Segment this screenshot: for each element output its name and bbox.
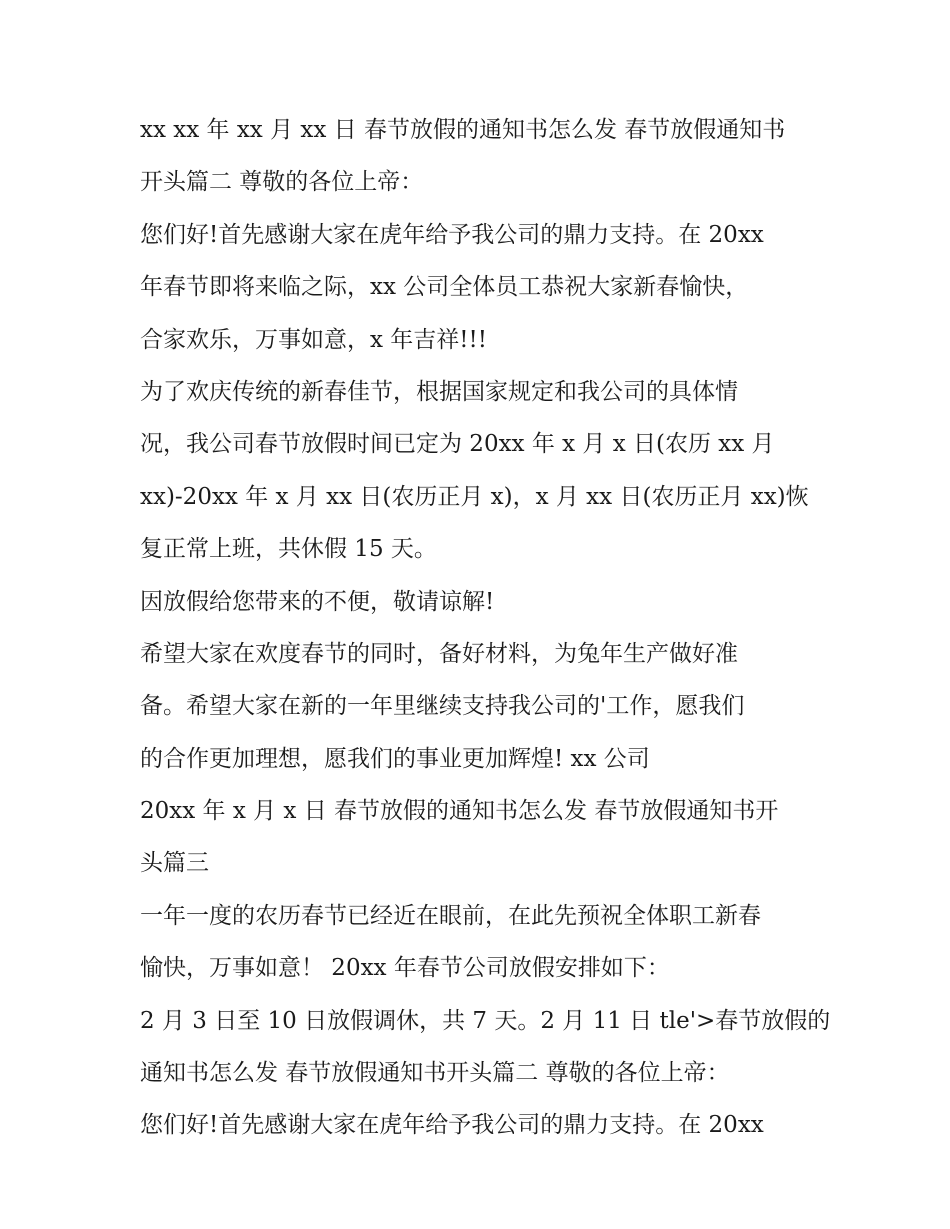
text-line: 备。希望大家在新的一年里继续支持我公司的'工作，愿我们 [140, 693, 745, 720]
text-line: 希望大家在欢度春节的同时，备好材料，为兔年生产做好准 [140, 640, 738, 667]
text-line: 愉快，万事如意！ 20xx 年春节公司放假安排如下： [140, 955, 670, 982]
text-line: xx)-20xx 年 x 月 xx 日(农历正月 x)，x 月 xx 日(农历正月 xx)恢 [140, 483, 809, 510]
text-line: 年春节即将来临之际，xx 公司全体员工恭祝大家新春愉快， [140, 274, 749, 301]
text-line: 您们好!首先感谢大家在虎年给予我公司的鼎力支持。在 20xx [140, 221, 764, 248]
text-line: 2 月 3 日至 10 日放假调休，共 7 天。2 月 11 日 tle'>春节放假的 [140, 1007, 831, 1034]
text-line: 合家欢乐，万事如意，x 年吉祥!!! [140, 326, 488, 353]
document-body [140, 104, 830, 1152]
text-line: 复正常上班，共休假 15 天。 [140, 536, 437, 563]
text-line: 况，我公司春节放假时间已定为 20xx 年 x 月 x 日(农历 xx 月 [140, 431, 775, 458]
text-line: 的合作更加理想，愿我们的事业更加辉煌! xx 公司 [140, 745, 650, 772]
text-line: 头篇三 [140, 850, 209, 877]
text-line: 为了欢庆传统的新春佳节，根据国家规定和我公司的具体情 [140, 378, 738, 405]
text-line: 您们好!首先感谢大家在虎年给予我公司的鼎力支持。在 20xx [140, 1112, 764, 1139]
text-line: 通知书怎么发 春节放假通知书开头篇二 尊敬的各位上帝： [140, 1060, 730, 1087]
text-line: 开头篇二 尊敬的各位上帝： [140, 169, 424, 196]
text-line: 一年一度的农历春节已经近在眼前，在此先预祝全体职工新春 [140, 902, 761, 929]
text-line: xx xx 年 xx 月 xx 日 春节放假的通知书怎么发 春节放假通知书 [140, 117, 786, 143]
text-line: 20xx 年 x 月 x 日 春节放假的通知书怎么发 春节放假通知书开 [140, 798, 779, 825]
text-line: 因放假给您带来的不便，敬请谅解! [140, 588, 495, 615]
